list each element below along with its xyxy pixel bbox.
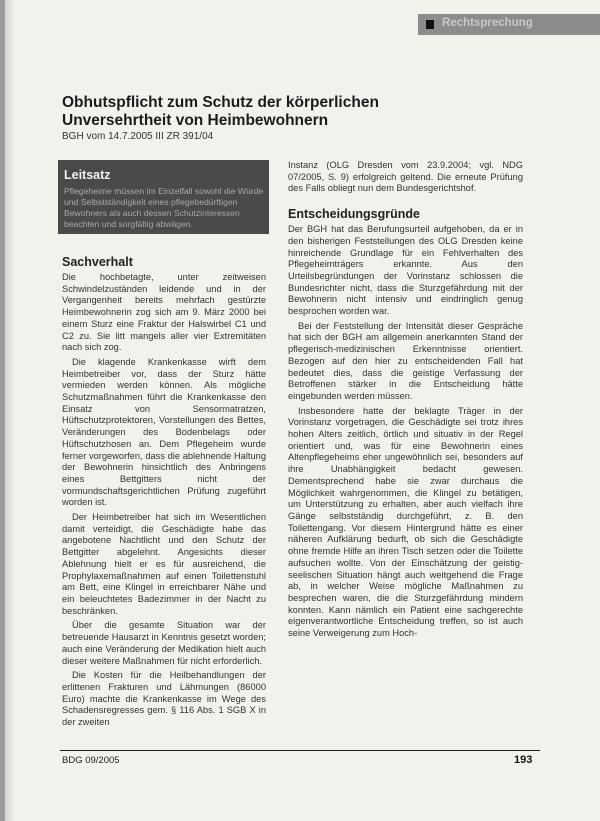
scan-shadow (5, 0, 15, 821)
right-column (288, 160, 523, 643)
leitsatz-box (58, 160, 269, 234)
leitsatz-body: Pflegeheime müssen im Einzelfall sowohl die Würde und Selbstständigkeit eines pflegebedürftigen Bewohners als auch dessen Schutzinteressen beachten und sorgfältig abwägen. (64, 186, 264, 229)
left-column (62, 255, 266, 732)
page-number: 193 (514, 754, 533, 766)
sachverhalt-heading: Sachverhalt (62, 255, 133, 269)
sachverhalt-paragraph: Über die gesamte Situation war der betreuende Hausarzt in Kenntnis gesetzt worden; auch eine Veränderung der Medikation hielt auch dieser weitere Maßnahmen für nicht erforderlich. (62, 620, 266, 666)
sachverhalt-paragraph: Die Kosten für die Heilbehandlungen der erlittenen Frakturen und Lähmungen (86000 Euro) machte die Krankenkasse im Wege des Schadensregresses gem. § 116 Abs. 1 SGB X in der zweiten (62, 670, 266, 728)
entscheidung-paragraph: Bei der Feststellung der Intensität dieser Gespräche hat sich der BGH am allgemein anerkannten Stand der pflegerisch-medizinischen Erkenntnisse orientiert. Bezogen auf den hier zu entscheidenden Fall hat bedeutet dies, dass die geistige Verfassung der Betroffenen stärker in die Entscheidung hätte eingebunden werden müssen. (288, 320, 523, 401)
section-marker-icon (426, 20, 434, 29)
sachverhalt-paragraph: Die klagende Krankenkasse wirft dem Heimbetreiber vor, dass der Sturz hätte vermieden werden können. Als mögliche Schutzmaßnahmen führt die Krankenkasse den Einsatz von Sensormatratzen, Hüftschutzprotektoren, Vorstellungen des Bettes, Veränderungen des Bodenbelags oder Hüftschutzhosen an. Dem Pflegeheim wurde ferner vorgeworfen, dass die ablehnende Haltung der Bewohnerin hinsichtlich des Anbringens eines Bettgitters nicht der vormundschaftsgerichtlichen Prüfung zugeführt worden ist. (62, 356, 266, 508)
section-label: Rechtsprechung (442, 17, 533, 29)
entscheidung-paragraph: Der BGH hat das Berufungsurteil aufgehoben, da er in den bisherigen Feststellungen des OLG Dresden keine hinreichende Grundlage für ein Fehlverhalten des Pflegeheimträgers erkannte. Aus den Urteilsbegründungen der Vorinstanz schlossen die Bundesrichter nicht, dass die Sturzgefährdung mit der Bewohnerin nicht intensiv und eindringlich genug besprochen worden war. (288, 224, 523, 317)
footer-divider (60, 750, 540, 751)
entscheidung-heading: Entscheidungsgründe (288, 207, 420, 222)
footer-issue: BDG 09/2005 (62, 755, 120, 766)
court-reference: BGH vom 14.7.2005 III ZR 391/04 (62, 131, 214, 142)
sachverhalt-paragraph: Der Heimbetreiber hat sich im Wesentlichen damit verteidigt, die Geschädigte habe das angebotene Nachtlicht und den Schutz der Bettgitter abgelehnt. Angesichts dieser Ablehnung hielt er es für ausreichend, die Prophylaxemaßnahmen auf einen Toilettenstuhl am Bett, eine Klingel in erreichbarer Nähe und ein beleuchtetes Badezimmer in der Nacht zu beschränken. (62, 512, 266, 616)
section-tab (418, 14, 600, 35)
entscheidung-paragraph: Insbesondere hatte der beklagte Träger in der Vorinstanz vorgetragen, die Geschädigte sei trotz ihres hohen Alters zeitlich, örtlich und situativ in der Regel orientiert und, was für eine Bewohnerin eines Altenpflegeheims eher ungewöhnlich sei, besonders auf ihre Unabhängigkeit bedacht gewesen. Dementsprechend habe sie zwar durchaus die Möglichkeit wahrgenommen, die Klingel zu betätigen, um Unterstützung zu erhalten, aber auch vielfach ihre Gänge selbstständig durchgeführt, z. B. den Toilettengang. Vor diesem Hintergrund hätte es einer näheren Aufklärung bedurft, ob sich die Geschädigte ohne fremde Hilfe an ihren Tisch setzen oder die Toilette aufsuchen wollte. Von der Einschätzung der geistig-seelischen Situation hängt auch weitgehend die Frage ab, in welcher Weise mögliche Maßnahmen zu besprechen waren, die die Sturzgefährdung mindern konnten. Kann nämlich ein Patient eine sachgerechte eigenverantwortliche Entscheidung treffen, so ist auch seine Verweigerung zum Hoch- (288, 405, 523, 639)
leitsatz-heading: Leitsatz (64, 168, 111, 182)
continuation-paragraph: Instanz (OLG Dresden vom 23.9.2004; vgl. NDG 07/2005, S. 9) erfolgreich geltend. Die erneute Prüfung des Falls obliegt nun dem Bundesgerichtshof. (288, 160, 523, 194)
sachverhalt-paragraph: Die hochbetagte, unter zeitweisen Schwindelzuständen leidende und in der Vergangenheit bereits mehrfach gestürzte Heimbewohnerin zog sich am 9. März 2000 bei einem Sturz eine Fraktur der Halswirbel C1 und C2 zu. Sie litt mangels aller vier Extremitäten nach sich zog. (62, 272, 266, 353)
article-title: Obhutspflicht zum Schutz der körperlichen Unversehrtheit von Heimbewohnern (62, 94, 379, 129)
